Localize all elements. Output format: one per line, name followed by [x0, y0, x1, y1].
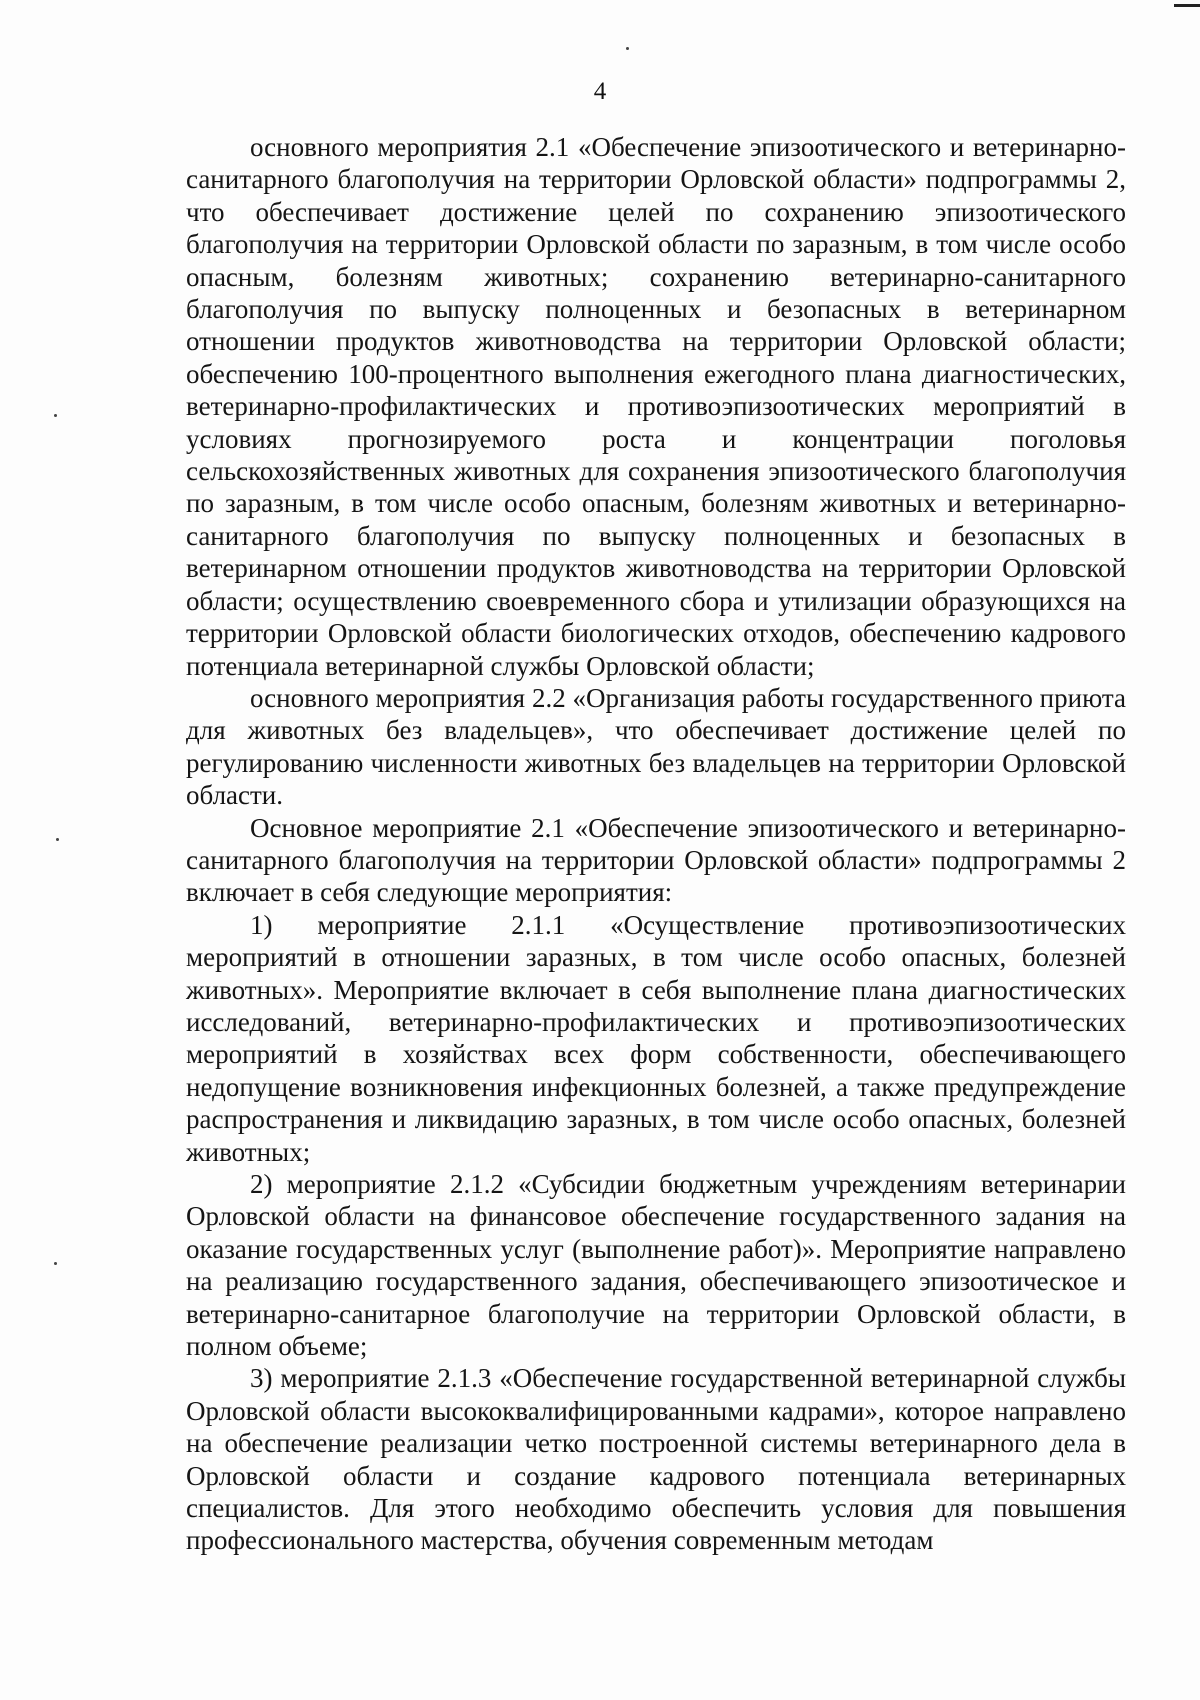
- paragraph-activity-2-1-includes: Основное мероприятие 2.1 «Обеспечение эпизоотического и ветеринарно-санитарного благополучия на территории Орловской области» подпрограммы 2 включает в себя следующие мероприятия:: [186, 812, 1126, 908]
- scan-speck: [626, 47, 629, 50]
- scan-speck: [56, 838, 59, 841]
- document-body: [186, 131, 1126, 1557]
- scan-corner-mark: [1174, 4, 1200, 7]
- paragraph-main-activity-2-2-goals: основного мероприятия 2.2 «Организация работы государственного приюта для животных без владельцев», что обеспечивает достижение целей по регулированию численности животных без владельцев на территории Орловской области.: [186, 682, 1126, 811]
- paragraph-activity-2-1-2: 2) мероприятие 2.1.2 «Субсидии бюджетным учреждениям ветеринарии Орловской области на финансовое обеспечение государственного задания на оказание государственных услуг (выполнение работ)». Мероприятие направлено на реализацию государственного задания, обеспечивающего эпизоотическое и ветеринарно-санитарное благополучие на территории Орловской области, в полном объеме;: [186, 1169, 1126, 1362]
- page-number: 4: [593, 78, 607, 105]
- paragraph-main-activity-2-1-goals: основного мероприятия 2.1 «Обеспечение эпизоотического и ветеринарно-санитарного благополучия на территории Орловской области» подпрограммы 2, что обеспечивает достижение целей по сохранению эпизоотического благополучия на территории Орловской области по заразным, в том числе особо опасным, болезням животных; сохранению ветеринарно-санитарного благополучия по выпуску полноценных и безопасных в ветеринарном отношении продуктов животноводства на территории Орловской области; обеспечению 100-процентного выполнения ежегодного плана диагностических, ветеринарно-профилактических и противоэпизоотических мероприятий в условиях прогнозируемого роста и концентрации поголовья сельскохозяйственных животных для сохранения эпизоотического благополучия по заразным, в том числе особо опасным, болезням животных и ветеринарно-санитарного благополучия по выпуску полноценных и безопасных в ветеринарном отношении продуктов животноводства на территории Орловской области; осуществлению своевременного сбора и утилизации образующихся на территории Орловской области биологических отходов, обеспечению кадрового потенциала ветеринарной службы Орловской области;: [186, 132, 1126, 681]
- scan-speck: [54, 414, 57, 417]
- paragraph-activity-2-1-3: 3) мероприятие 2.1.3 «Обеспечение государственной ветеринарной службы Орловской области высококвалифицированными кадрами», которое направлено на обеспечение реализации четко построенной системы ветеринарного дела в Орловской области и создание кадрового потенциала ветеринарных специалистов. Для этого необходимо обеспечить условия для повышения профессионального мастерства, обучения современным методам: [186, 1363, 1126, 1556]
- paragraph-activity-2-1-1: 1) мероприятие 2.1.1 «Осуществление противоэпизоотических мероприятий в отношении заразных, в том числе особо опасных, болезней животных». Мероприятие включает в себя выполнение плана диагностических исследований, ветеринарно-профилактических и противоэпизоотических мероприятий в хозяйствах всех форм собственности, обеспечивающего недопущение возникновения инфекционных болезней, а также предупреждение распространения и ликвидацию заразных, в том числе особо опасных, болезней животных;: [186, 909, 1126, 1167]
- scan-speck: [54, 1262, 57, 1265]
